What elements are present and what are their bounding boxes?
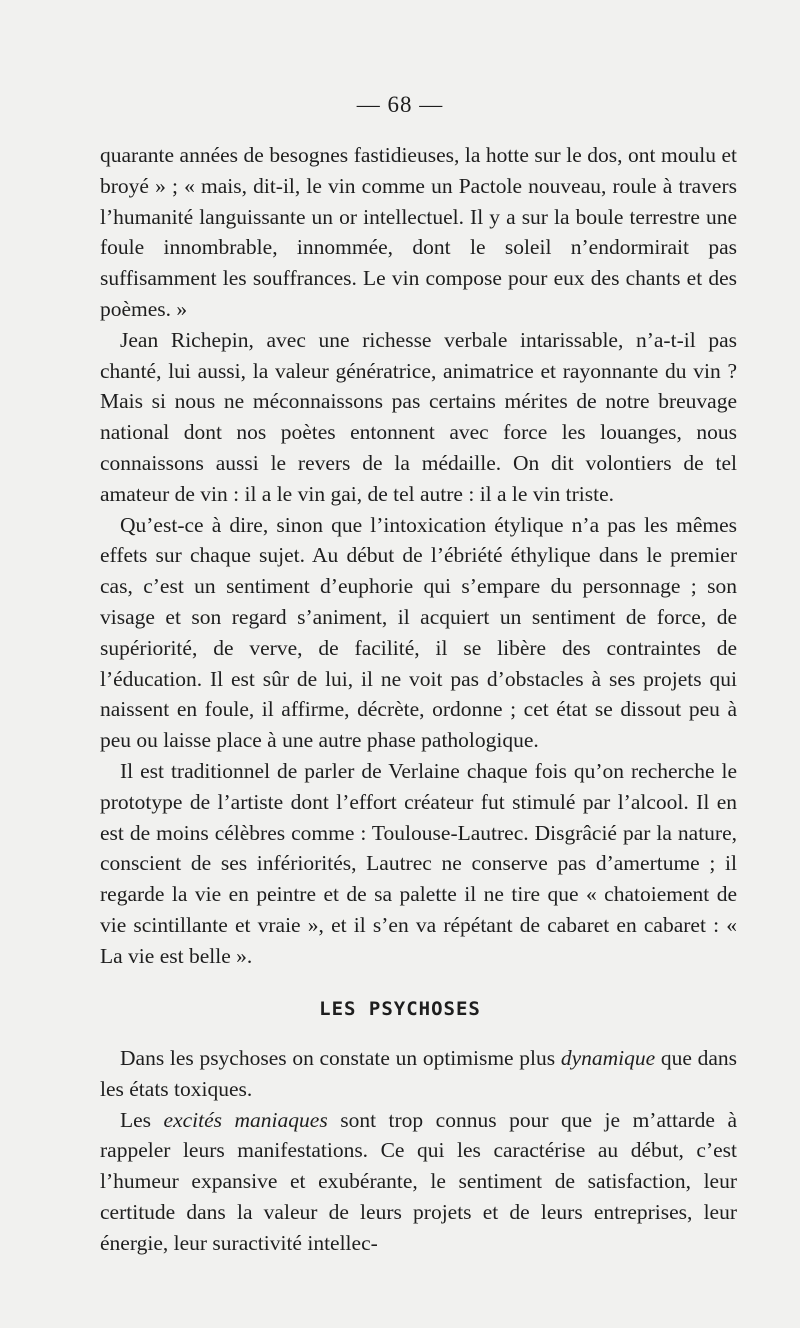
paragraph-5-text-b: que dans les états toxiques. [100,1046,737,1101]
page-number: — 68 — [356,92,444,117]
paragraph-6 [100,1105,737,1259]
paragraph-1: quarante années de besognes fastidieuses, la hotte sur le dos, ont moulu et broyé » ; « mais, dit-il, le vin comme un Pactole nouveau, roule à travers l’humanité languissante un or intellectuel. Il y a sur la boule terrestre une foule innombrable, innommée, dont le soleil n’endormirait pas suffisamment les souffrances. Le vin compose pour eux des chants et des poèmes. » [100,143,737,321]
paragraph-3: Qu’est-ce à dire, sinon que l’intoxication étylique n’a pas les mêmes effets sur chaque sujet. Au début de l’ébriété éthylique dans le premier cas, c’est un sentiment d’euphorie qui s’empare du personnage ; son visage et son regard s’animent, il acquiert un sentiment de force, de supériorité, de verve, de facilité, il se libère des contraintes de l’éducation. Il est sûr de lui, il ne voit pas d’obstacles à ses projets qui naissent en foule, il affirme, décrète, ordonne ; cet état se dissout peu à peu ou laisse place à une autre phase pathologique. [100,512,737,753]
paragraph-5-emphasis: dynamique [560,1046,656,1070]
paragraph-6-emphasis: excités maniaques [163,1107,328,1132]
body-text [100,140,737,972]
paragraph-6-text-b: sont trop connus pour que je m’attarde à rappeler leurs manifestations. Ce qui les caractérise au début, c’est l’humeur expansive et exubérante, le sentiment de satisfaction, leur certitude dans la valeur de leurs projets et de leurs entreprises, leur énergie, leur suractivité intellec- [100,1107,737,1255]
section-heading: LES PSYCHOSES [319,998,481,1020]
paragraph-2: Jean Richepin, avec une richesse verbale intarissable, n’a-t-il pas chanté, lui aussi, la valeur génératrice, animatrice et rayonnante du vin ? Mais si nous ne méconnaissons pas certains mérites de notre breuvage national dont nos poètes entonnent avec force les louanges, nous connaissons aussi le revers de la médaille. On dit volontiers de tel amateur de vin : il a le vin gai, de tel autre : il a le vin triste. [100,327,737,506]
paragraph-4: Il est traditionnel de parler de Verlaine chaque fois qu’on recherche le prototype de l’artiste dont l’effort créateur fut stimulé par l’alcool. Il en est de moins célèbres comme : Toulouse-Lautrec. Disgrâcié par la nature, conscient de ses infériorités, Lautrec ne conserve pas d’amertume ; il regarde la vie en peintre et de sa palette il ne tire que « chatoiement de vie scintillante et vraie », et il s’en va répétant de cabaret en cabaret : « La vie est belle ». [100,758,737,968]
body-text-section [100,1043,737,1259]
paragraph-5-text-a: Dans les psychoses on constate un optimisme plus [120,1046,561,1070]
paragraph-6-text-a: Les [120,1107,164,1132]
paragraph-5 [100,1043,737,1105]
